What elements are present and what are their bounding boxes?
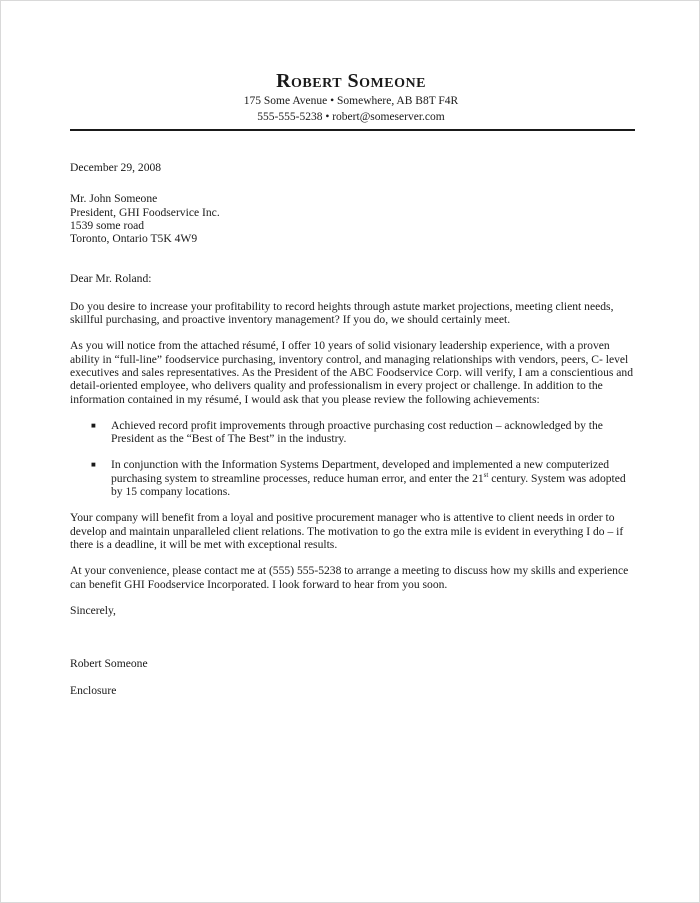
achievement-text: In conjunction with the Information Systems Department, developed and implemented a new computerized purchasing system to streamline processes, reduce human error, and enter the 21: [111, 458, 610, 485]
recipient-city: Toronto, Ontario T5K 4W9: [70, 232, 198, 246]
list-item: [70, 419, 635, 446]
ordinal-suffix: st: [483, 470, 489, 479]
recipient-name: Mr. John Someone: [70, 192, 158, 206]
paragraph-intro: Do you desire to increase your profitability to record heights through astute market projections, meeting client needs, skillful purchasing, and proactive inventory management? If you do, we should certainly meet.: [70, 299, 614, 327]
enclosure-note: Enclosure: [70, 684, 117, 698]
header-divider: [70, 129, 635, 131]
letter-body: [70, 161, 635, 698]
list-item: [70, 458, 635, 498]
bullet-square-icon: ■: [91, 420, 96, 430]
sender-name: Robert Someone: [276, 70, 426, 92]
bullet-square-icon: ■: [91, 460, 96, 470]
achievement-text: Achieved record profit improvements through proactive purchasing cost reduction – acknowledged by the President as the “Best of The Best” in the industry.: [111, 418, 603, 446]
achievements-list: [70, 419, 635, 498]
letter-date: December 29, 2008: [70, 161, 162, 174]
recipient-address: [70, 192, 635, 245]
paragraph-experience: As you will notice from the attached résumé, I offer 10 years of solid visionary leadership experience, with a proven ability in “full-line” foodservice purchasing, inventory control, and managing relationships with vendors, peers, C- level executives and sales representatives. As the President of the ABC Foodservice Corp. will verify, I am a conscientious and detail-oriented employee, who delivers quality and professionalism in every project or challenge. In addition to the information contained in my résumé, I would ask that you please review the following achievements:: [70, 339, 634, 406]
paragraph-benefit: Your company will benefit from a loyal and positive procurement manager who is attentive to client needs in order to develop and maintain unparalleled client relations. The motivation to go the extra mile is evident in everything I do – if there is a deadline, it will be met with exceptional results.: [70, 511, 624, 551]
recipient-title: President, GHI Foodservice Inc.: [70, 205, 220, 219]
letterhead: [1, 69, 700, 125]
paragraph-contact: At your convenience, please contact me at (555) 555-5238 to arrange a meeting to discuss how my skills and experience can benefit GHI Foodservice Incorporated. I look forward to hear from you soon.: [70, 564, 629, 591]
sender-address: 175 Some Avenue • Somewhere, AB B8T F4R: [243, 95, 459, 107]
signature-name: Robert Someone: [70, 657, 148, 671]
salutation: Dear Mr. Roland:: [70, 272, 152, 286]
achievement-text-tail: century. System was adopted by 15 company locations.: [111, 471, 626, 499]
recipient-street: 1539 some road: [70, 218, 145, 232]
closing: Sincerely,: [70, 603, 116, 617]
sender-contact: 555-555-5238 • robert@someserver.com: [257, 111, 445, 123]
